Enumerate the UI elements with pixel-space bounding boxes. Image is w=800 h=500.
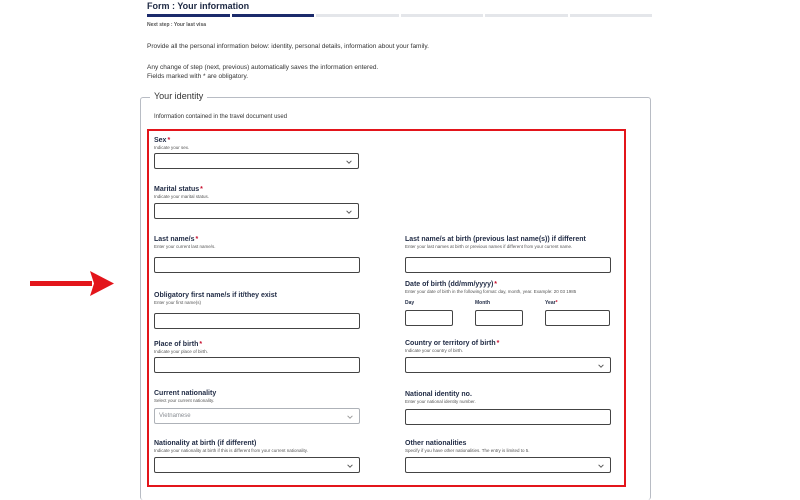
required-marker: * [167,137,171,144]
marital-status-label: Marital status [154,186,200,193]
other-nationalities-hint: Specify if you have other nationalities. The entry is limited to 5. [405,448,530,453]
sex-hint: Indicate your sex. [154,145,190,150]
last-names-birth-label: Last name/s at birth (previous last name(s)) if different [405,236,586,243]
next-step-label: Next step : Your last visa [147,22,207,28]
last-names-hint: Enter your current last name/s. [154,244,216,249]
first-names-label: Obligatory first name/s if it/they exist [154,292,277,299]
national-id-label: National identity no. [405,391,472,398]
progress-bar [147,14,652,18]
progress-step-2 [232,14,315,17]
dob-day-label: Day [405,300,415,306]
nationality-at-birth-hint: Indicate your nationality at birth if this is different from your current nationality. [154,448,308,453]
first-names-hint: Enter your first name(s) [154,300,202,305]
highlight-box [147,129,626,487]
required-marker: * [496,340,500,347]
place-of-birth-hint: Indicate your place of birth. [154,349,209,354]
other-nationalities-label: Other nationalities [405,440,467,447]
dob-hint: Enter your date of birth in the following format: day, month, year. Example: 20 03 1985 [405,289,577,294]
national-id-hint: Enter your national identity number. [405,399,476,404]
sex-label: Sex [154,137,167,144]
progress-step-1 [147,14,230,17]
required-marker: * [494,281,498,288]
country-of-birth-label: Country or territory of birth [405,340,496,347]
right-arrow-icon [30,269,116,299]
dob-year-label: Year [545,300,556,306]
required-marker: * [195,236,199,243]
form-title: Form : Your information [147,1,250,11]
current-nationality-hint: Select your current nationality. [154,398,215,403]
country-of-birth-hint: Indicate your country of birth. [405,348,464,353]
autosave-note [147,63,378,81]
nationality-at-birth-label: Nationality at birth (if different) [154,440,257,447]
intro-text: Provide all the personal information below: identity, personal details, information about your family. [147,43,429,50]
required-marker: * [199,341,203,348]
marital-status-hint: Indicate your marital status. [154,194,210,199]
progress-step-3 [316,14,399,17]
current-nationality-value: Vietnamese [159,413,191,419]
dob-label: Date of birth (dd/mm/yyyy) [405,281,494,288]
place-of-birth-label: Place of birth [154,341,199,348]
autosave-text: Any change of step (next, previous) automatically saves the information entered. [147,64,379,71]
identity-subtitle: Information contained in the travel document used [154,114,288,120]
identity-legend: Your identity [150,91,207,101]
required-marker: * [200,186,203,193]
progress-step-4 [401,14,484,17]
dob-month-label: Month [475,300,490,306]
last-names-label: Last name/s [154,236,195,243]
required-note: Fields marked with * are obligatory. [147,73,249,80]
last-names-birth-hint: Enter your last names at birth or previous names if different from your current name. [405,244,573,249]
required-marker: * [555,300,558,306]
progress-step-6 [570,14,653,17]
current-nationality-label: Current nationality [154,390,217,397]
progress-step-5 [485,14,568,17]
